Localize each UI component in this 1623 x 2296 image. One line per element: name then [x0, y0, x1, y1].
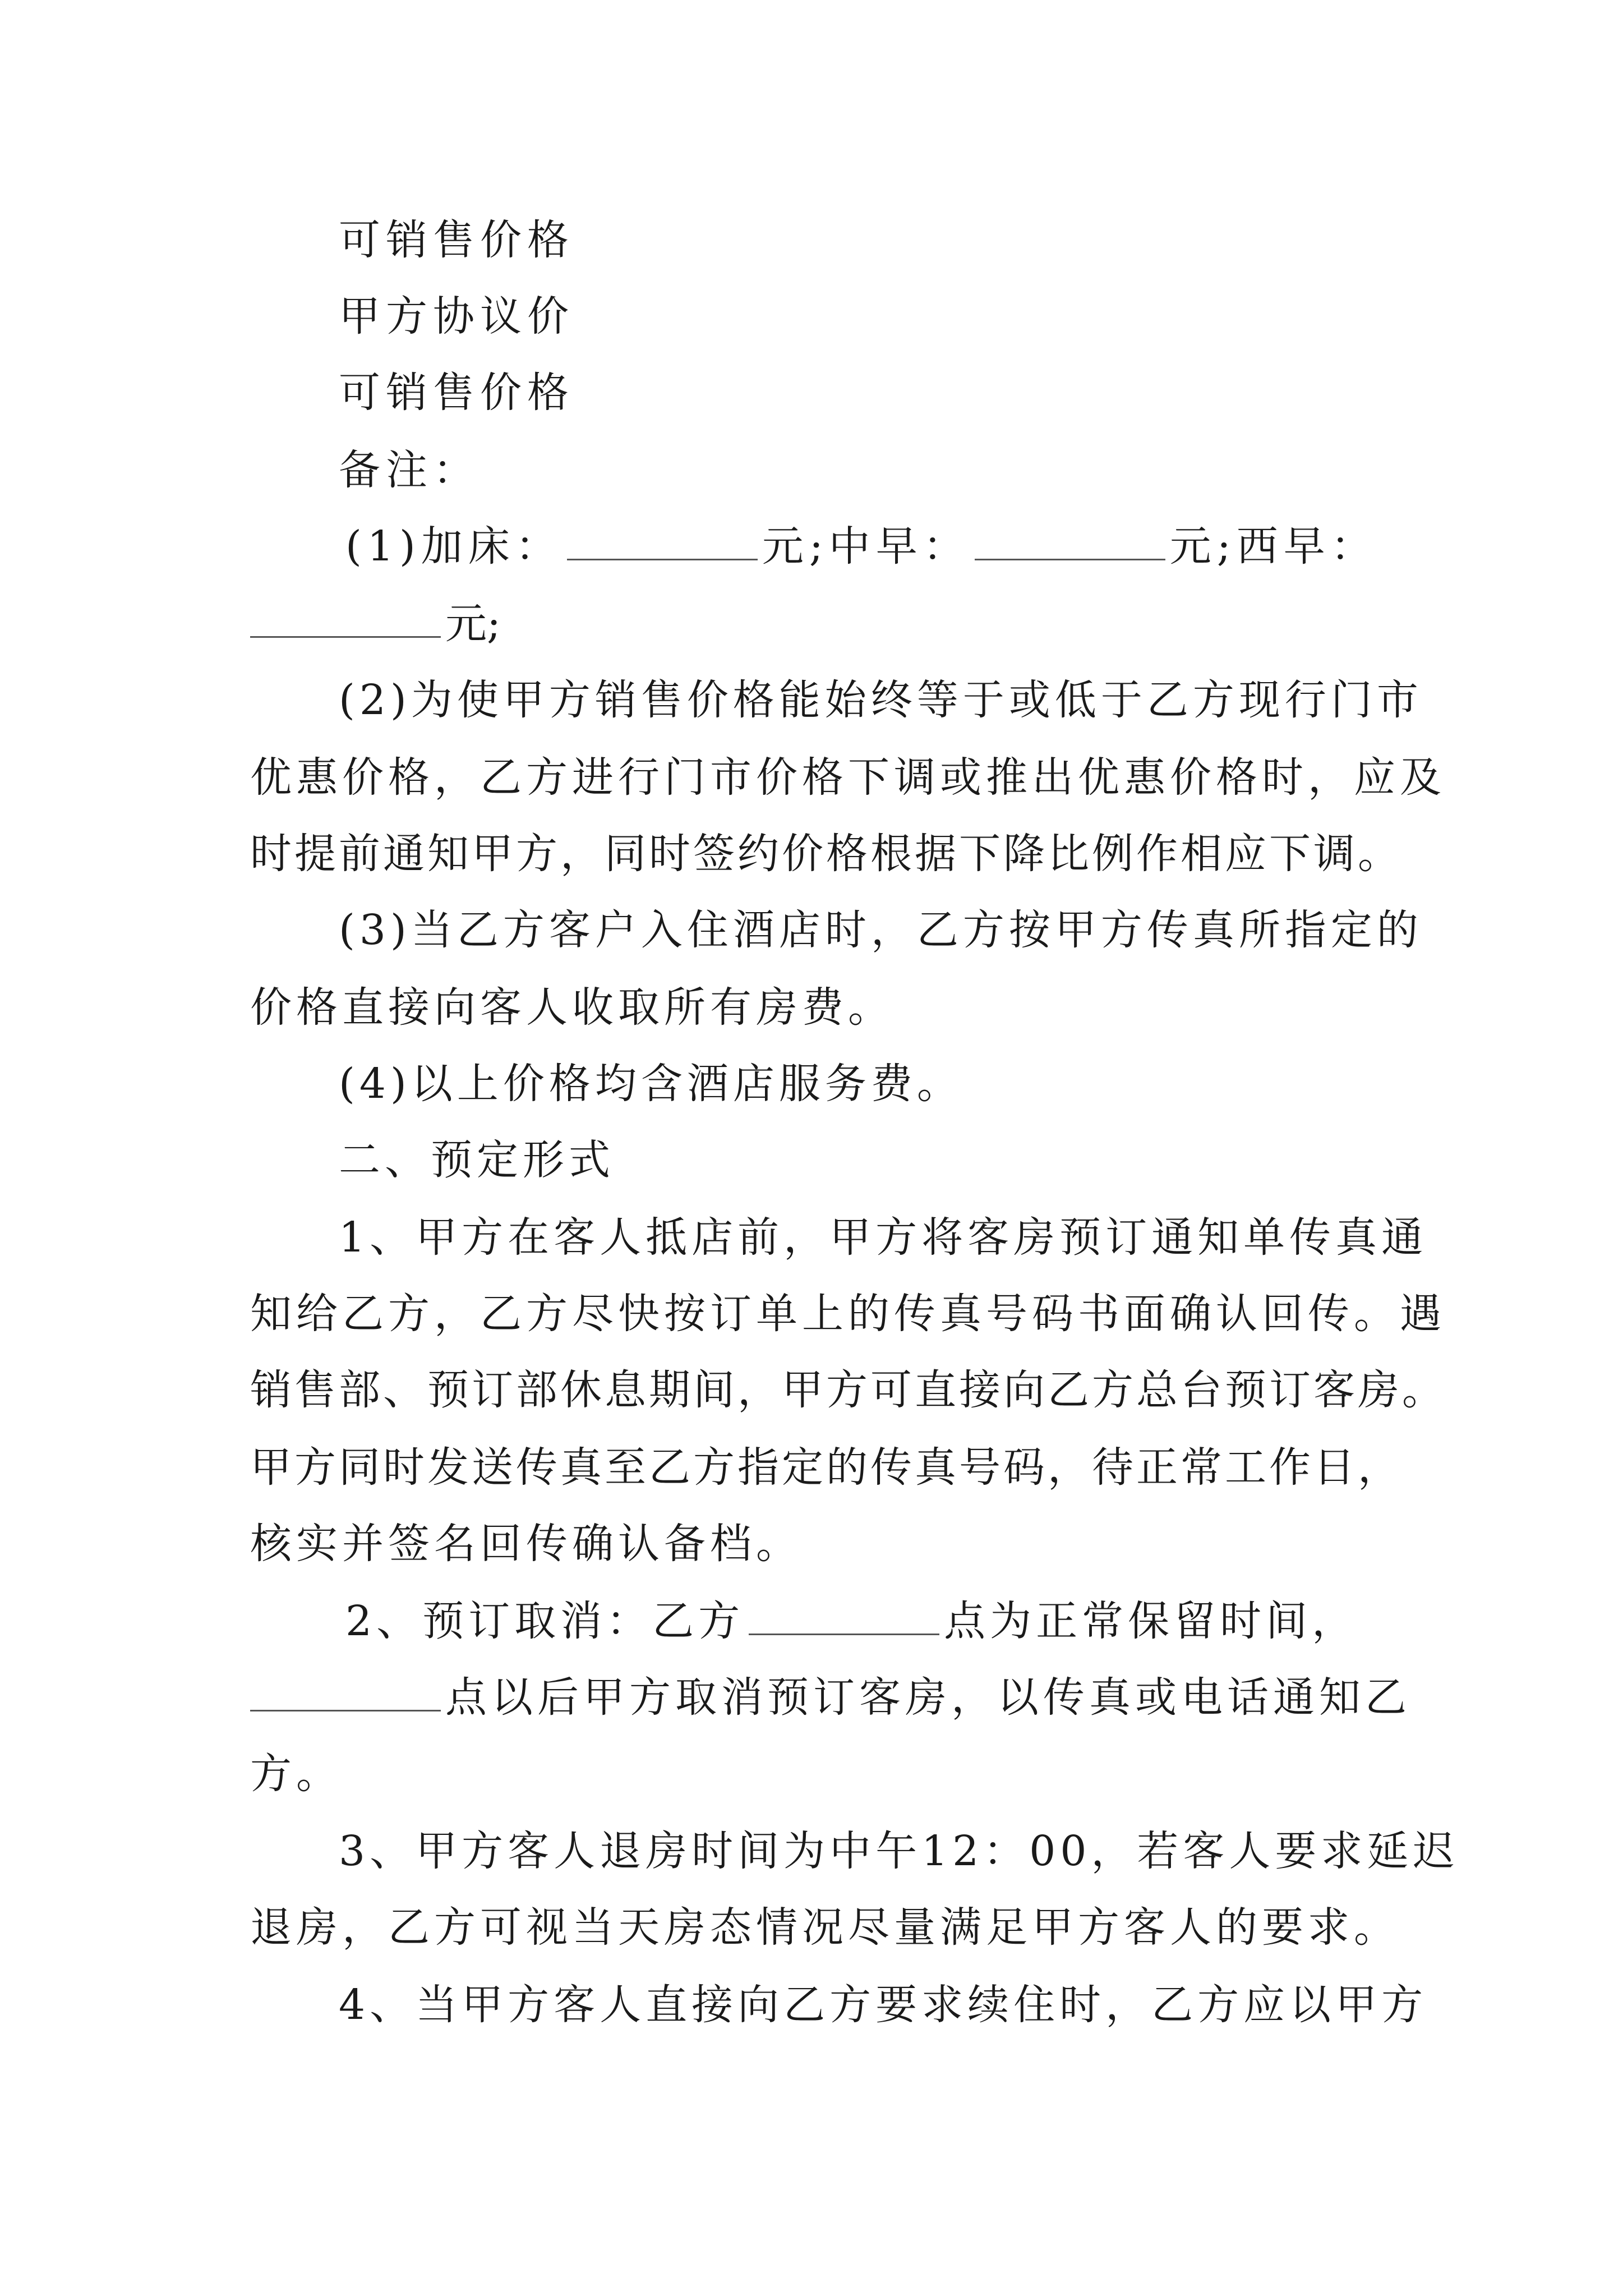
- breakfast-price-line: [345, 519, 1378, 573]
- text-segment: 点以后甲方取消预订客房，以传真或电话通知乙: [445, 1673, 1411, 1722]
- text-line: 价格直接向客人收取所有房费。: [250, 983, 894, 1032]
- text-segment: 元;中早：: [762, 522, 970, 570]
- fill-in-blank[interactable]: [250, 1675, 441, 1711]
- fill-in-blank[interactable]: [567, 524, 758, 560]
- text-line: 退房，乙方可视当天房态情况尽量满足甲方客人的要求。: [250, 1903, 1400, 1952]
- text-line: 方。: [250, 1750, 342, 1798]
- text-line: 可销售价格: [339, 216, 574, 264]
- text-segment: 元;: [445, 600, 501, 648]
- breakfast-price-line-cont: [250, 597, 501, 651]
- text-line: (3)当乙方客户入住酒店时，乙方按甲方传真所指定的: [339, 906, 1423, 954]
- text-line: (2)为使甲方销售价格能始终等于或低于乙方现行门市: [339, 676, 1423, 724]
- text-line: 销售部、预订部休息期间，甲方可直接向乙方总台预订客房。: [250, 1366, 1446, 1414]
- text-line: 核实并签名回传确认备档。: [250, 1520, 802, 1568]
- fill-in-blank[interactable]: [975, 524, 1165, 560]
- text-line: 甲方协议价: [339, 292, 574, 341]
- text-segment: 点为正常保留时间，: [944, 1597, 1358, 1645]
- text-line: 备注：: [339, 446, 480, 494]
- text-segment: (1)加床：: [345, 522, 562, 570]
- text-line: 时提前通知甲方，同时签约价格根据下降比例作相应下调。: [250, 830, 1402, 878]
- text-line: 甲方同时发送传真至乙方指定的传真号码，待正常工作日，: [250, 1443, 1402, 1492]
- cancellation-line: [345, 1594, 1358, 1648]
- fill-in-blank[interactable]: [250, 601, 441, 638]
- section-heading: 二、预定形式: [339, 1136, 615, 1184]
- text-line: 知给乙方，乙方尽快按订单上的传真号码书面确认回传。遇: [250, 1290, 1446, 1338]
- text-line: 4、当甲方客人直接向乙方要求续住时，乙方应以甲方: [339, 1981, 1428, 2029]
- cancellation-line-cont: [250, 1671, 1411, 1724]
- fill-in-blank[interactable]: [749, 1599, 939, 1635]
- text-segment: 元;西早：: [1169, 522, 1378, 570]
- text-line: 优惠价格，乙方进行门市价格下调或推出优惠价格时，应及: [250, 753, 1446, 802]
- text-line: (4)以上价格均含酒店服务费。: [339, 1060, 963, 1108]
- text-segment: 2、预订取消：乙方: [345, 1597, 745, 1645]
- text-line: 1、甲方在客人抵店前，甲方将客房预订通知单传真通: [339, 1213, 1428, 1262]
- text-line: 可销售价格: [339, 369, 574, 417]
- text-line: 3、甲方客人退房时间为中午12：00，若客人要求延迟: [339, 1827, 1459, 1875]
